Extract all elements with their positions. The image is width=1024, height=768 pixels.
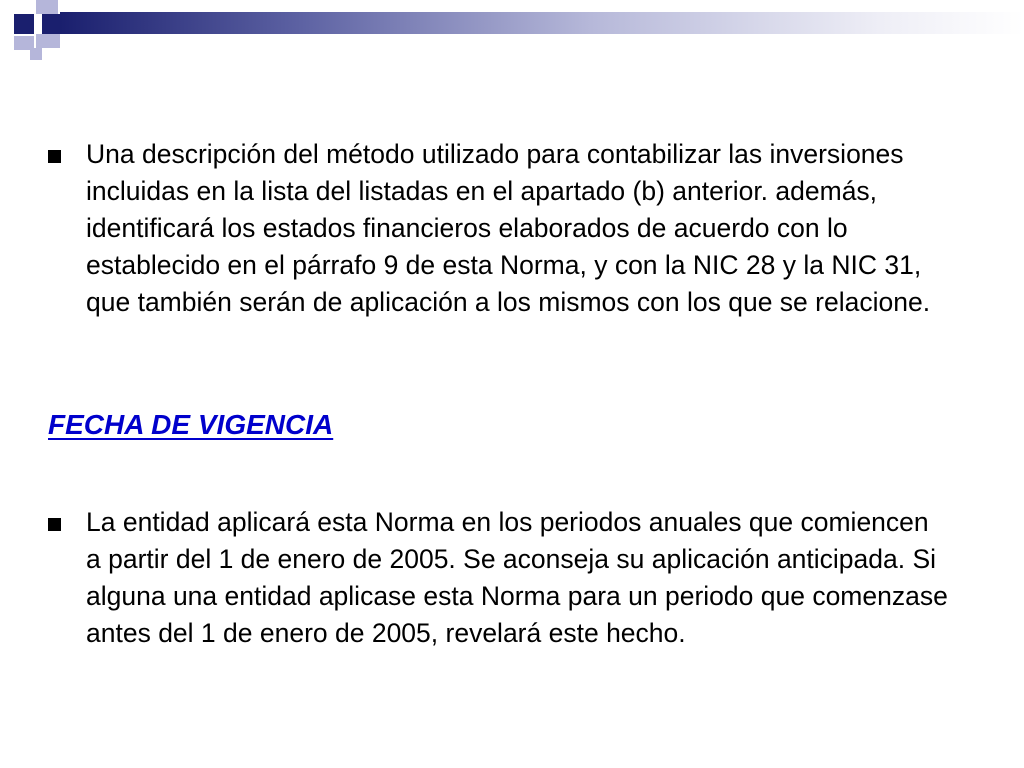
bullet-item	[48, 136, 948, 366]
square-bullet-icon	[48, 518, 61, 531]
bullet-text: La entidad aplicará esta Norma en los periodos anuales que comiencen a partir del 1 de enero de 2005. Se aconseja su aplicación anticipada. Si alguna una entidad aplicase esta Norma para un periodo que comenzase antes del 1 de enero de 2005, revelará este hecho.	[86, 507, 948, 648]
bullet-text: Una descripción del método utilizado para contabilizar las inversiones incluidas en la lista del listadas en el apartado (b) anterior. además, identificará los estados financieros elaborados de acuerdo con lo establecido en el párrafo 9 de esta Norma, y con la NIC 28 y la NIC 31, que también serán de aplicación a los mismos con los que se relacione.	[86, 139, 931, 317]
bullet-item	[48, 504, 948, 704]
square-bullet-icon	[48, 150, 61, 163]
section-heading: FECHA DE VIGENCIA	[48, 409, 334, 440]
